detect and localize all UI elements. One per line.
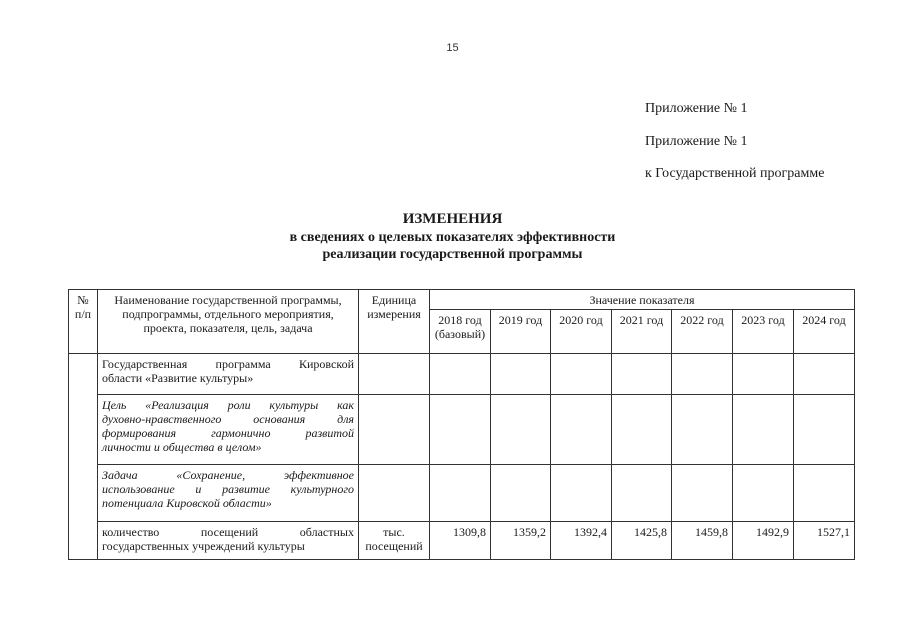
header-year-2023: 2023 год	[733, 310, 794, 354]
name-line: использование и развитие культурного	[102, 482, 354, 496]
name-line: личности и общества в целом»	[102, 440, 262, 454]
row-value	[491, 354, 551, 395]
row-value-2019: 1359,2	[491, 522, 551, 560]
row-value-2022: 1459,8	[672, 522, 733, 560]
row-value	[430, 465, 491, 522]
row-value	[551, 465, 612, 522]
header-year-2022: 2022 год	[672, 310, 733, 354]
row-value-2024: 1527,1	[794, 522, 855, 560]
row-value	[794, 395, 855, 465]
row-value	[430, 354, 491, 395]
row-unit	[359, 522, 430, 560]
row-value	[672, 354, 733, 395]
table-row	[69, 395, 855, 465]
row-name-indicator	[98, 522, 359, 560]
row-value	[491, 395, 551, 465]
row-value	[733, 354, 794, 395]
row-value	[612, 354, 672, 395]
header-name: Наименование государственной программы, подпрограммы, отдельного мероприятия, проекта, показателя, цель, задача	[98, 290, 359, 354]
row-name-program	[98, 354, 359, 395]
row-value	[612, 465, 672, 522]
row-value	[551, 395, 612, 465]
name-line: духовно-нравственного основания для	[102, 412, 354, 426]
row-value	[733, 395, 794, 465]
document-subtitle-line-1: в сведениях о целевых показателях эффективности	[289, 230, 616, 245]
row-value	[430, 395, 491, 465]
name-line: потенциала Кировской области»	[102, 496, 272, 510]
header-num: № п/п	[69, 290, 98, 354]
header-year-2024: 2024 год	[794, 310, 855, 354]
document-subtitle-line-2: реализации государственной программы	[322, 247, 583, 262]
unit-line: посещений	[365, 539, 423, 553]
appendix-line-2: Приложение № 1	[645, 134, 748, 149]
row-value	[612, 395, 672, 465]
header-year-2018: 2018 год (базовый)	[430, 310, 491, 354]
header-unit: Единица измерения	[359, 290, 430, 354]
unit-line: тыс.	[383, 525, 405, 539]
row-value	[672, 465, 733, 522]
row-value	[794, 465, 855, 522]
table-row	[69, 465, 855, 522]
row-value	[672, 395, 733, 465]
row-unit	[359, 465, 430, 522]
name-line: Государственная программа Кировской	[102, 357, 354, 371]
row-value	[733, 465, 794, 522]
name-line: области «Развитие культуры»	[102, 371, 254, 385]
row-value-2018: 1309,8	[430, 522, 491, 560]
name-line: количество посещений областных	[102, 525, 354, 539]
name-line: формирования гармонично развитой	[102, 426, 354, 440]
row-unit	[359, 354, 430, 395]
row-name-goal	[98, 395, 359, 465]
document-title: ИЗМЕНЕНИЯ	[402, 211, 503, 227]
header-year-2020: 2020 год	[551, 310, 612, 354]
row-value	[491, 465, 551, 522]
page-number: 15	[446, 42, 459, 54]
table-row	[69, 522, 855, 560]
indicators-table	[68, 289, 855, 560]
name-line: государственных учреждений культуры	[102, 539, 305, 553]
row-unit	[359, 395, 430, 465]
row-value-2021: 1425,8	[612, 522, 672, 560]
row-value-2020: 1392,4	[551, 522, 612, 560]
header-value: Значение показателя	[430, 290, 855, 310]
appendix-line-1: Приложение № 1	[645, 101, 748, 116]
header-year-2019: 2019 год	[491, 310, 551, 354]
row-value-2023: 1492,9	[733, 522, 794, 560]
row-value	[551, 354, 612, 395]
name-line: Задача «Сохранение, эффективное	[102, 468, 354, 482]
table-row	[69, 354, 855, 395]
row-name-task	[98, 465, 359, 522]
name-line: Цель «Реализация роли культуры как	[102, 398, 354, 412]
row-value	[794, 354, 855, 395]
appendix-line-3: к Государственной программе	[645, 166, 825, 181]
header-year-2021: 2021 год	[612, 310, 672, 354]
row-num-cell	[69, 354, 98, 560]
